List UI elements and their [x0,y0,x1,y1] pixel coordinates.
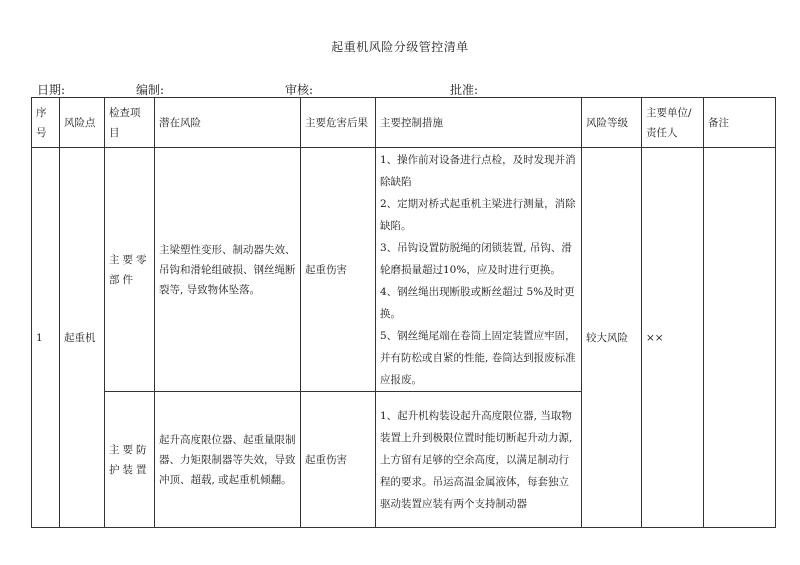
header-check-item: 检查项目 [105,98,155,148]
check-item: 主要零部件 [105,148,155,392]
control-measures [376,392,582,528]
row-risk-point: 起重机 [60,148,105,528]
remarks [704,148,776,528]
header-row [32,98,776,148]
document-title: 起重机风险分级管控清单 [331,40,469,54]
measure-item: 1、起升机构装设起升高度限位器, 当取物装置上升到极限位置时能切断起升动力源, 上方留有足够的空余高度，以满足制动行程的要求。吊运高温金属液体，每套独立驱动装置应装有两个支持制动器 [380,409,573,510]
approver-label: 批准: [450,83,479,97]
editor-label: 编制: [136,83,165,97]
table-row [32,148,776,392]
potential-risk: 主梁塑性变形、制动器失效、吊钩和滑轮组破损、钢丝绳断裂等, 导致物体坠落。 [155,148,301,392]
potential-risk: 起升高度限位器、起重量限制器、力矩限制器等失效，导致冲顶、超载, 或起重机倾翻。 [155,392,301,528]
header-remarks: 备注 [704,98,776,148]
header-measures: 主要控制措施 [376,98,582,148]
header-seq: 序号 [32,98,60,148]
main-harm: 起重伤害 [301,392,376,528]
header-main-harm: 主要危害后果 [301,98,376,148]
check-item: 主要防护装置 [105,392,155,528]
measure-item: 2、定期对桥式起重机主梁进行测量，消除缺陷。 [380,197,576,232]
header-responsible: 主要单位/责任人 [642,98,704,148]
measure-item: 3、吊钩设置防脱绳的闭锁装置, 吊钩、滑轮磨损量超过10%，应及时进行更换。 [380,241,572,276]
header-risk-level: 风险等级 [582,98,642,148]
measure-item: 4、钢丝绳出现断股或断丝超过 5%及时更换。 [380,285,575,320]
control-measures [376,148,582,392]
risk-level: 较大风险 [582,148,642,528]
responsible: ×× [642,148,704,528]
reviewer-label: 审核: [285,83,314,97]
header-risk-point: 风险点 [60,98,105,148]
risk-control-table [31,97,776,528]
row-seq: 1 [32,148,60,528]
measure-item: 5、钢丝绳尾端在卷筒上固定装置应牢固，并有防松或自紧的性能, 卷筒达到报废标准应报废。 [380,329,576,386]
header-potential-risk: 潜在风险 [155,98,301,148]
date-label: 日期: [37,83,66,97]
main-harm: 起重伤害 [301,148,376,392]
measure-item: 1、操作前对设备进行点检，及时发现并消除缺陷 [380,153,576,188]
